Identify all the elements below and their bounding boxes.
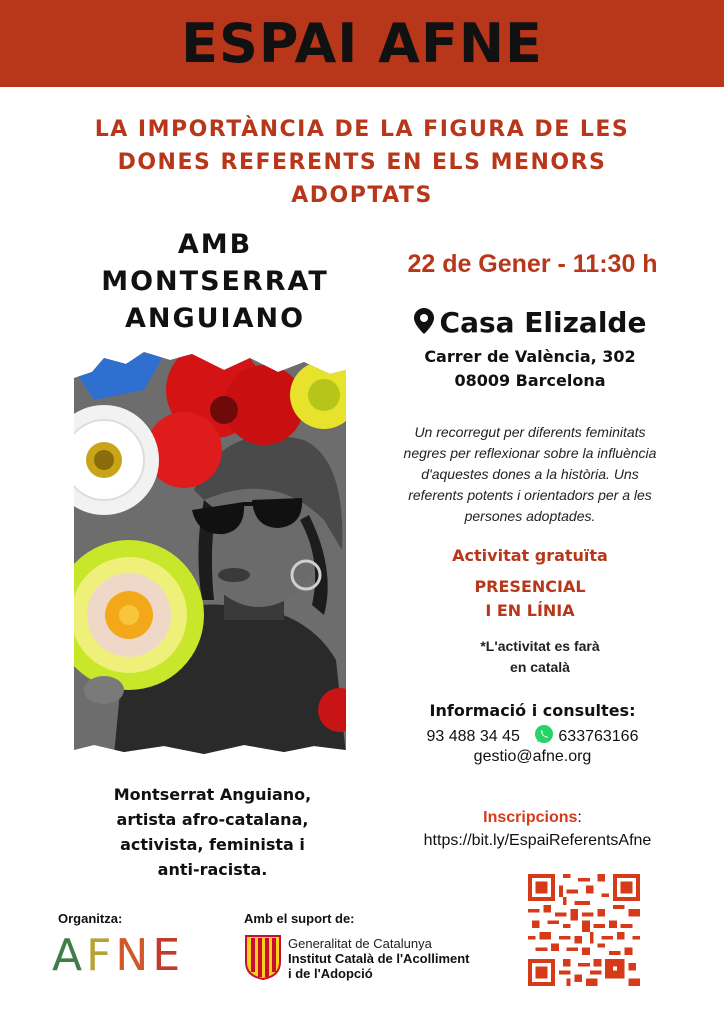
- description-line: d'aquestes dones a la història. Uns: [421, 466, 639, 482]
- address-line: 08009 Barcelona: [454, 371, 606, 390]
- description-line: persones adoptades.: [464, 508, 596, 524]
- afne-logo-letter: E: [152, 930, 185, 981]
- speaker-bio: [80, 782, 345, 882]
- note-line: en català: [510, 659, 570, 675]
- contact-email[interactable]: gestio@afne.org: [473, 748, 592, 765]
- whatsapp-icon: [534, 724, 554, 744]
- contact-title: Informació i consultes:: [429, 701, 636, 720]
- whatsapp-number[interactable]: 633763166: [558, 728, 639, 745]
- speaker-line: ANGUIANO: [124, 303, 306, 334]
- bio-line: Montserrat Anguiano,: [113, 785, 312, 804]
- mode-line: I EN LÍNIA: [485, 601, 575, 620]
- subtitle-line: ADOPTATS: [291, 183, 433, 208]
- bio-line: anti-racista.: [157, 860, 268, 879]
- gov-line: i de l'Adopció: [288, 966, 373, 981]
- registration-url[interactable]: https://bit.ly/EspaiReferentsAfne: [423, 832, 652, 849]
- description-line: Un recorregut per diferents feminitats: [414, 424, 646, 440]
- attendance-mode: [385, 575, 675, 623]
- registration-title: Inscripcions: [483, 809, 578, 826]
- speaker-line: AMB: [177, 229, 253, 260]
- gov-line: Institut Català de l'Acolliment: [288, 951, 470, 966]
- map-pin-icon: [414, 308, 434, 334]
- qr-code[interactable]: [528, 874, 640, 986]
- afne-logo-letter: N: [115, 930, 153, 981]
- event-description: [385, 422, 675, 527]
- gov-line: Generalitat de Catalunya: [288, 936, 432, 951]
- generalitat-logo: [244, 934, 504, 984]
- organizer-label: Organitza:: [58, 911, 123, 926]
- subtitle-line: LA IMPORTÀNCIA DE LA FIGURA DE LES: [94, 117, 630, 142]
- speaker-line: MONTSERRAT: [101, 266, 329, 297]
- header-banner: [0, 0, 724, 87]
- page-title: ESPAI AFNE: [181, 12, 543, 75]
- speaker-heading: [70, 226, 360, 337]
- phone-number[interactable]: 93 488 34 45: [426, 728, 520, 745]
- contact-phones: [380, 724, 685, 746]
- bio-line: artista afro-catalana,: [116, 810, 309, 829]
- bio-line: activista, feminista i: [120, 835, 305, 854]
- description-line: referents potents i orientadors per a les: [408, 487, 652, 503]
- description-line: negres per reflexionar sobre la influència: [403, 445, 657, 461]
- support-label: Amb el suport de:: [244, 911, 355, 926]
- event-venue: [395, 306, 665, 339]
- event-subtitle: [60, 113, 664, 212]
- language-note: [440, 636, 640, 678]
- afne-logo-letter: F: [86, 930, 116, 981]
- event-date: 22 de Gener - 11:30 h: [407, 250, 658, 278]
- registration-colon: :: [577, 809, 582, 826]
- afne-logo-letter: A: [52, 930, 87, 981]
- event-address: [390, 345, 670, 393]
- mode-line: PRESENCIAL: [474, 577, 586, 596]
- address-line: Carrer de València, 302: [424, 347, 636, 366]
- subtitle-line: DONES REFERENTS EN ELS MENORS: [117, 150, 607, 175]
- note-line: *L'activitat es farà: [480, 638, 600, 654]
- venue-name: Casa Elizalde: [439, 306, 647, 339]
- generalitat-shield-icon: [244, 934, 282, 980]
- free-activity-label: Activitat gratuïta: [452, 546, 608, 565]
- speaker-photo-collage: [74, 350, 346, 755]
- registration-label: [380, 809, 685, 827]
- afne-logo: [52, 930, 184, 981]
